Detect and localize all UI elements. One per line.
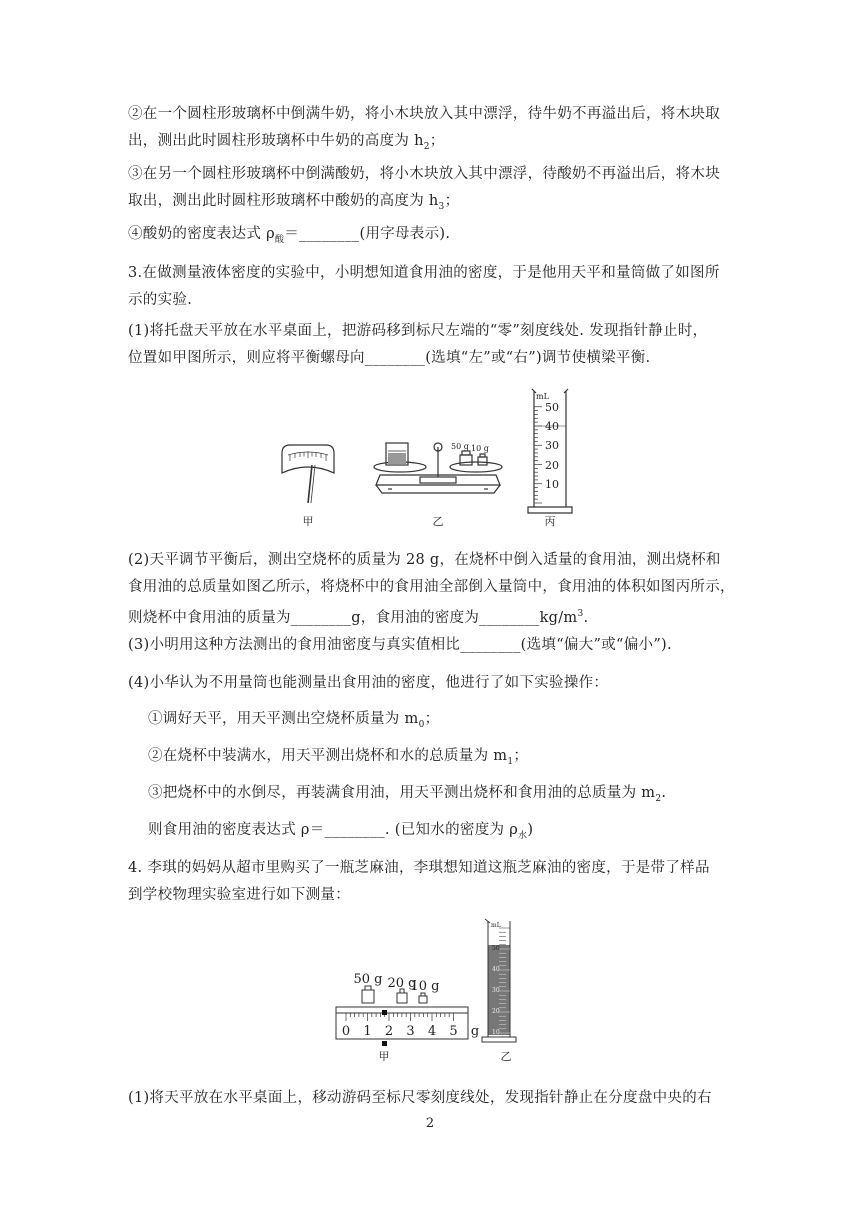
q3-stem: 3.在做测量液体密度的实验中，小明想知道食用油的密度，于是他用天平和量筒做了如图所 示的实验.	[128, 265, 720, 308]
cyl2-tick-label: 30	[492, 987, 500, 994]
q3-sub2: ②在烧杯中装满水，用天平测出烧杯和水的总质量为 $m_1$；	[148, 748, 529, 767]
beaker-oil	[388, 453, 406, 464]
scale-tick-marks	[346, 1013, 454, 1021]
cylinder-unit: mL	[491, 922, 501, 929]
q2-step2-line1: ②在一个圆柱形玻璃杯中倒满牛奶，将小木块放入其中漂浮，待牛奶不再溢出后，将木块取	[128, 106, 720, 122]
q2-step2	[128, 101, 738, 161]
fig-label-jia: 甲	[302, 515, 314, 528]
weight-50g-label: 50 g	[451, 442, 469, 451]
dial-scale	[282, 445, 334, 503]
weight-10g-label: 10 g	[471, 444, 489, 453]
scale-label: 3	[406, 1024, 415, 1039]
q3-sub1: ①调好天平，用天平测出空烧杯质量为 $m_0$；	[148, 711, 440, 730]
page-number: 2	[425, 1116, 435, 1131]
fig-label-yi: 乙	[500, 1050, 512, 1063]
q3-part1: (1)将托盘天平放在水平桌面上，把游码移到标尺左端的“零”刻度线处. 发现指针静止时， 位置如甲图所示，则应将平衡螺母向________(选填“左”或“右”)调节使横梁平衡.	[128, 323, 708, 366]
scale-label: 1	[363, 1024, 372, 1039]
q2-step3	[128, 161, 738, 221]
scale-label: 5	[449, 1024, 458, 1039]
beam-scale	[336, 1007, 468, 1039]
measuring-cylinder-2	[482, 919, 516, 1042]
q2-step3-line1: ③在另一个圆柱形玻璃杯中倒满酸奶，将小木块放入其中漂浮，待酸奶不再溢出后，将木块	[128, 166, 720, 182]
fig-label-yi: 乙	[432, 515, 444, 528]
weight-20g	[397, 993, 407, 1003]
cyl2-tick-label: 10	[492, 1029, 500, 1036]
q2-step4: ④酸奶的密度表达式 $\rho_酸=\_\_\_\_\_\_\_\_$(用字母表示).	[128, 226, 451, 245]
cylinder-unit: mL	[536, 392, 549, 401]
fig-label-bing: 丙	[544, 515, 556, 528]
q4-figure	[330, 915, 530, 1065]
cyl-tick-label: 50	[545, 401, 559, 414]
cyl-tick-label: 30	[545, 439, 559, 452]
fig-label-jia: 甲	[378, 1050, 390, 1063]
scale-label: g	[470, 1024, 480, 1039]
cyl-tick-label: 10	[545, 478, 559, 491]
weight-10g-label: 10 g	[410, 979, 440, 994]
cyl-tick-label: 20	[545, 459, 559, 472]
scale-label: 2	[384, 1024, 394, 1039]
q2-step2-line2: 出，测出此时圆柱形玻璃杯中牛奶的高度为 $h_2$；	[128, 133, 445, 152]
cyl2-tick-label: 50	[492, 945, 500, 952]
cyl-tick-label: 40	[545, 420, 559, 433]
weight-50g	[362, 990, 374, 1003]
weight-20g-label: 20 g	[387, 976, 417, 991]
q4-part1: (1)将天平放在水平桌面上，移动游码至标尺零刻度线处，发现指针静止在分度盘中央的右	[128, 1090, 712, 1106]
cyl2-tick-label: 40	[492, 966, 500, 973]
q2-step3-line2: 取出，测出此时圆柱形玻璃杯中酸奶的高度为 $h_3$；	[128, 193, 460, 212]
rider	[382, 1010, 387, 1015]
weight-50g-label: 50 g	[353, 972, 383, 987]
q3-part4: (4)小华认为不用量筒也能测量出食用油的密度，他进行了如下实验操作：	[128, 675, 609, 691]
q3-part2: (2)天平调节平衡后，测出空烧杯的质量为 28 g，在烧杯中倒入适量的食用油，测出烧杯和 食用油的总质量如图乙所示，将烧杯中的食用油全部倒入量筒中，食用油的体积如图丙所示， 则烧杯中食用油的质量为________g，食用油的密度为$\_\_\_\_\_\_\_\_kg/m^3$.	[128, 552, 735, 626]
q4-stem: 4. 李琪的妈妈从超市里购买了一瓶芝麻油，李琪想知道这瓶芝麻油的密度，于是带了样品 到学校物理实验室进行如下测量：	[128, 860, 710, 903]
q3-part3: (3)小明用这种方法测出的食用油密度与真实值相比________(选填“偏大”或“偏小”).	[128, 637, 672, 653]
q3-sub4: 则食用油的密度表达式 ρ＝________. (已知水的密度为 $\rho_水$)	[148, 822, 534, 841]
cylinder-tick-marks	[534, 407, 542, 503]
q3-figure	[270, 385, 610, 530]
scale-label: 4	[427, 1024, 437, 1039]
weight-10g	[419, 996, 427, 1003]
scale-label: 0	[341, 1024, 351, 1039]
q3-sub3: ③把烧杯中的水倒尽，再装满食用油，用天平测出烧杯和食用油的总质量为 $m_2$.	[148, 785, 667, 804]
cyl2-tick-label: 20	[492, 1008, 500, 1015]
